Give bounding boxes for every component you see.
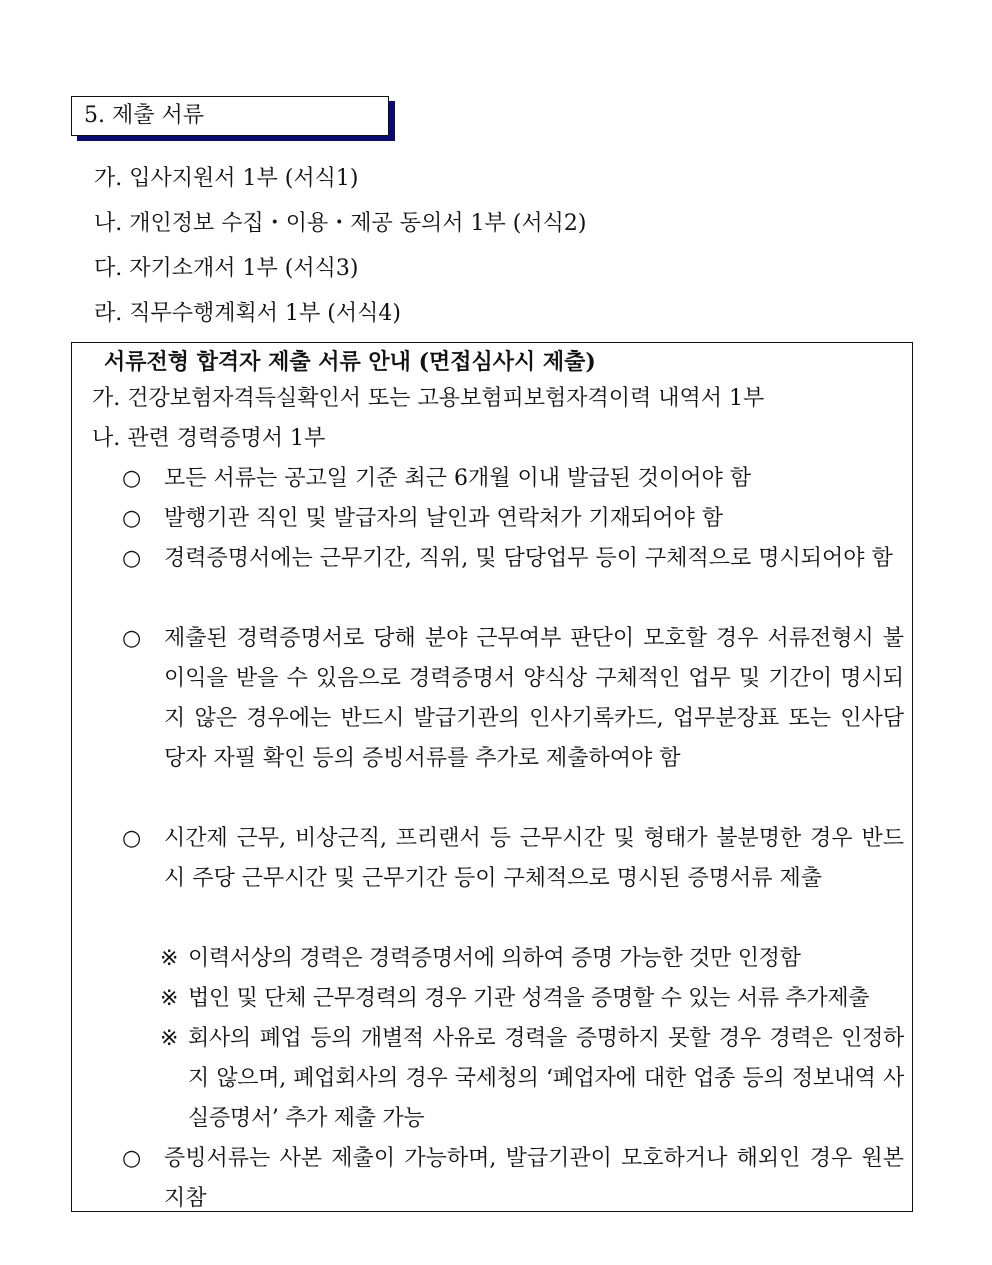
bullet-text: 제출된 경력증명서로 당해 분야 근무여부 판단이 모호할 경우 서류전형시 불이익을 받을 수 있음으로 경력증명서 양식상 구체적인 업무 및 기간이 명시되지 않은 경우에는 반드시 발급기관의 인사기록카드, 업무분장표 또는 인사담당자 자필 확인 등의 증빙서류를 추가로 제출하여야 함 bbox=[164, 626, 904, 771]
note-list bbox=[160, 939, 904, 1139]
note-item bbox=[160, 979, 904, 1019]
bullet-item bbox=[122, 459, 904, 499]
reference-mark-icon: ※ bbox=[160, 1026, 179, 1051]
bullet-text: 모든 서류는 공고일 기준 최근 6개월 이내 발급된 것이어야 함 bbox=[164, 466, 751, 491]
bullet-text: 증빙서류는 사본 제출이 가능하며, 발급기관이 모호하거나 해외인 경우 원본 지참 bbox=[164, 1146, 904, 1211]
notice-box bbox=[71, 342, 913, 1212]
bullet-text: 시간제 근무, 비상근직, 프리랜서 등 근무시간 및 형태가 불분명한 경우 반드시 주당 근무시간 및 근무기간 등이 구체적으로 명시된 증명서류 제출 bbox=[164, 826, 904, 891]
bullet-item bbox=[122, 539, 904, 579]
reference-mark-icon: ※ bbox=[160, 986, 179, 1011]
circle-bullet-icon: ○ bbox=[122, 826, 142, 851]
required-document-item: 가. 건강보험자격득실확인서 또는 고용보험피보험자격이력 내역서 1부 bbox=[92, 386, 765, 411]
reference-mark-icon: ※ bbox=[160, 946, 179, 971]
note-text: 이력서상의 경력은 경력증명서에 의하여 증명 가능한 것만 인정함 bbox=[188, 946, 801, 971]
bullet-item bbox=[122, 819, 904, 899]
document-item: 라. 직무수행계획서 1부 (서식4) bbox=[94, 301, 401, 326]
document-item: 가. 입사지원서 1부 (서식1) bbox=[94, 166, 359, 191]
circle-bullet-icon: ○ bbox=[122, 466, 142, 491]
bullet-text: 경력증명서에는 근무기간, 직위, 및 담당업무 등이 구체적으로 명시되어야 함 bbox=[164, 546, 893, 571]
bullet-item bbox=[122, 619, 904, 779]
bullet-text: 발행기관 직인 및 발급자의 날인과 연락처가 기재되어야 함 bbox=[164, 506, 724, 531]
circle-bullet-icon: ○ bbox=[122, 506, 142, 531]
note-text: 회사의 폐업 등의 개별적 사유로 경력을 증명하지 못할 경우 경력은 인정하지 않으며, 폐업회사의 경우 국세청의 ‘폐업자에 대한 업종 등의 정보내역 사실증명서’ 추가 제출 가능 bbox=[188, 1026, 904, 1131]
notice-title: 서류전형 합격자 제출 서류 안내 (면접심사시 제출) bbox=[104, 349, 596, 375]
document-item: 나. 개인정보 수집・이용・제공 동의서 1부 (서식2) bbox=[94, 211, 587, 236]
circle-bullet-icon: ○ bbox=[122, 1146, 142, 1171]
note-item bbox=[160, 939, 904, 979]
note-item bbox=[160, 1019, 904, 1139]
bullet-item bbox=[122, 1139, 904, 1219]
circle-bullet-icon: ○ bbox=[122, 546, 142, 571]
section-title: 5. 제출 서류 bbox=[71, 96, 389, 136]
document-item: 다. 자기소개서 1부 (서식3) bbox=[94, 256, 359, 281]
submission-document-list bbox=[94, 156, 954, 336]
required-document-item: 나. 관련 경력증명서 1부 bbox=[92, 426, 326, 451]
bullet-item bbox=[122, 499, 904, 539]
circle-bullet-icon: ○ bbox=[122, 626, 142, 651]
note-text: 법인 및 단체 근무경력의 경우 기관 성격을 증명할 수 있는 서류 추가제출 bbox=[188, 986, 870, 1011]
